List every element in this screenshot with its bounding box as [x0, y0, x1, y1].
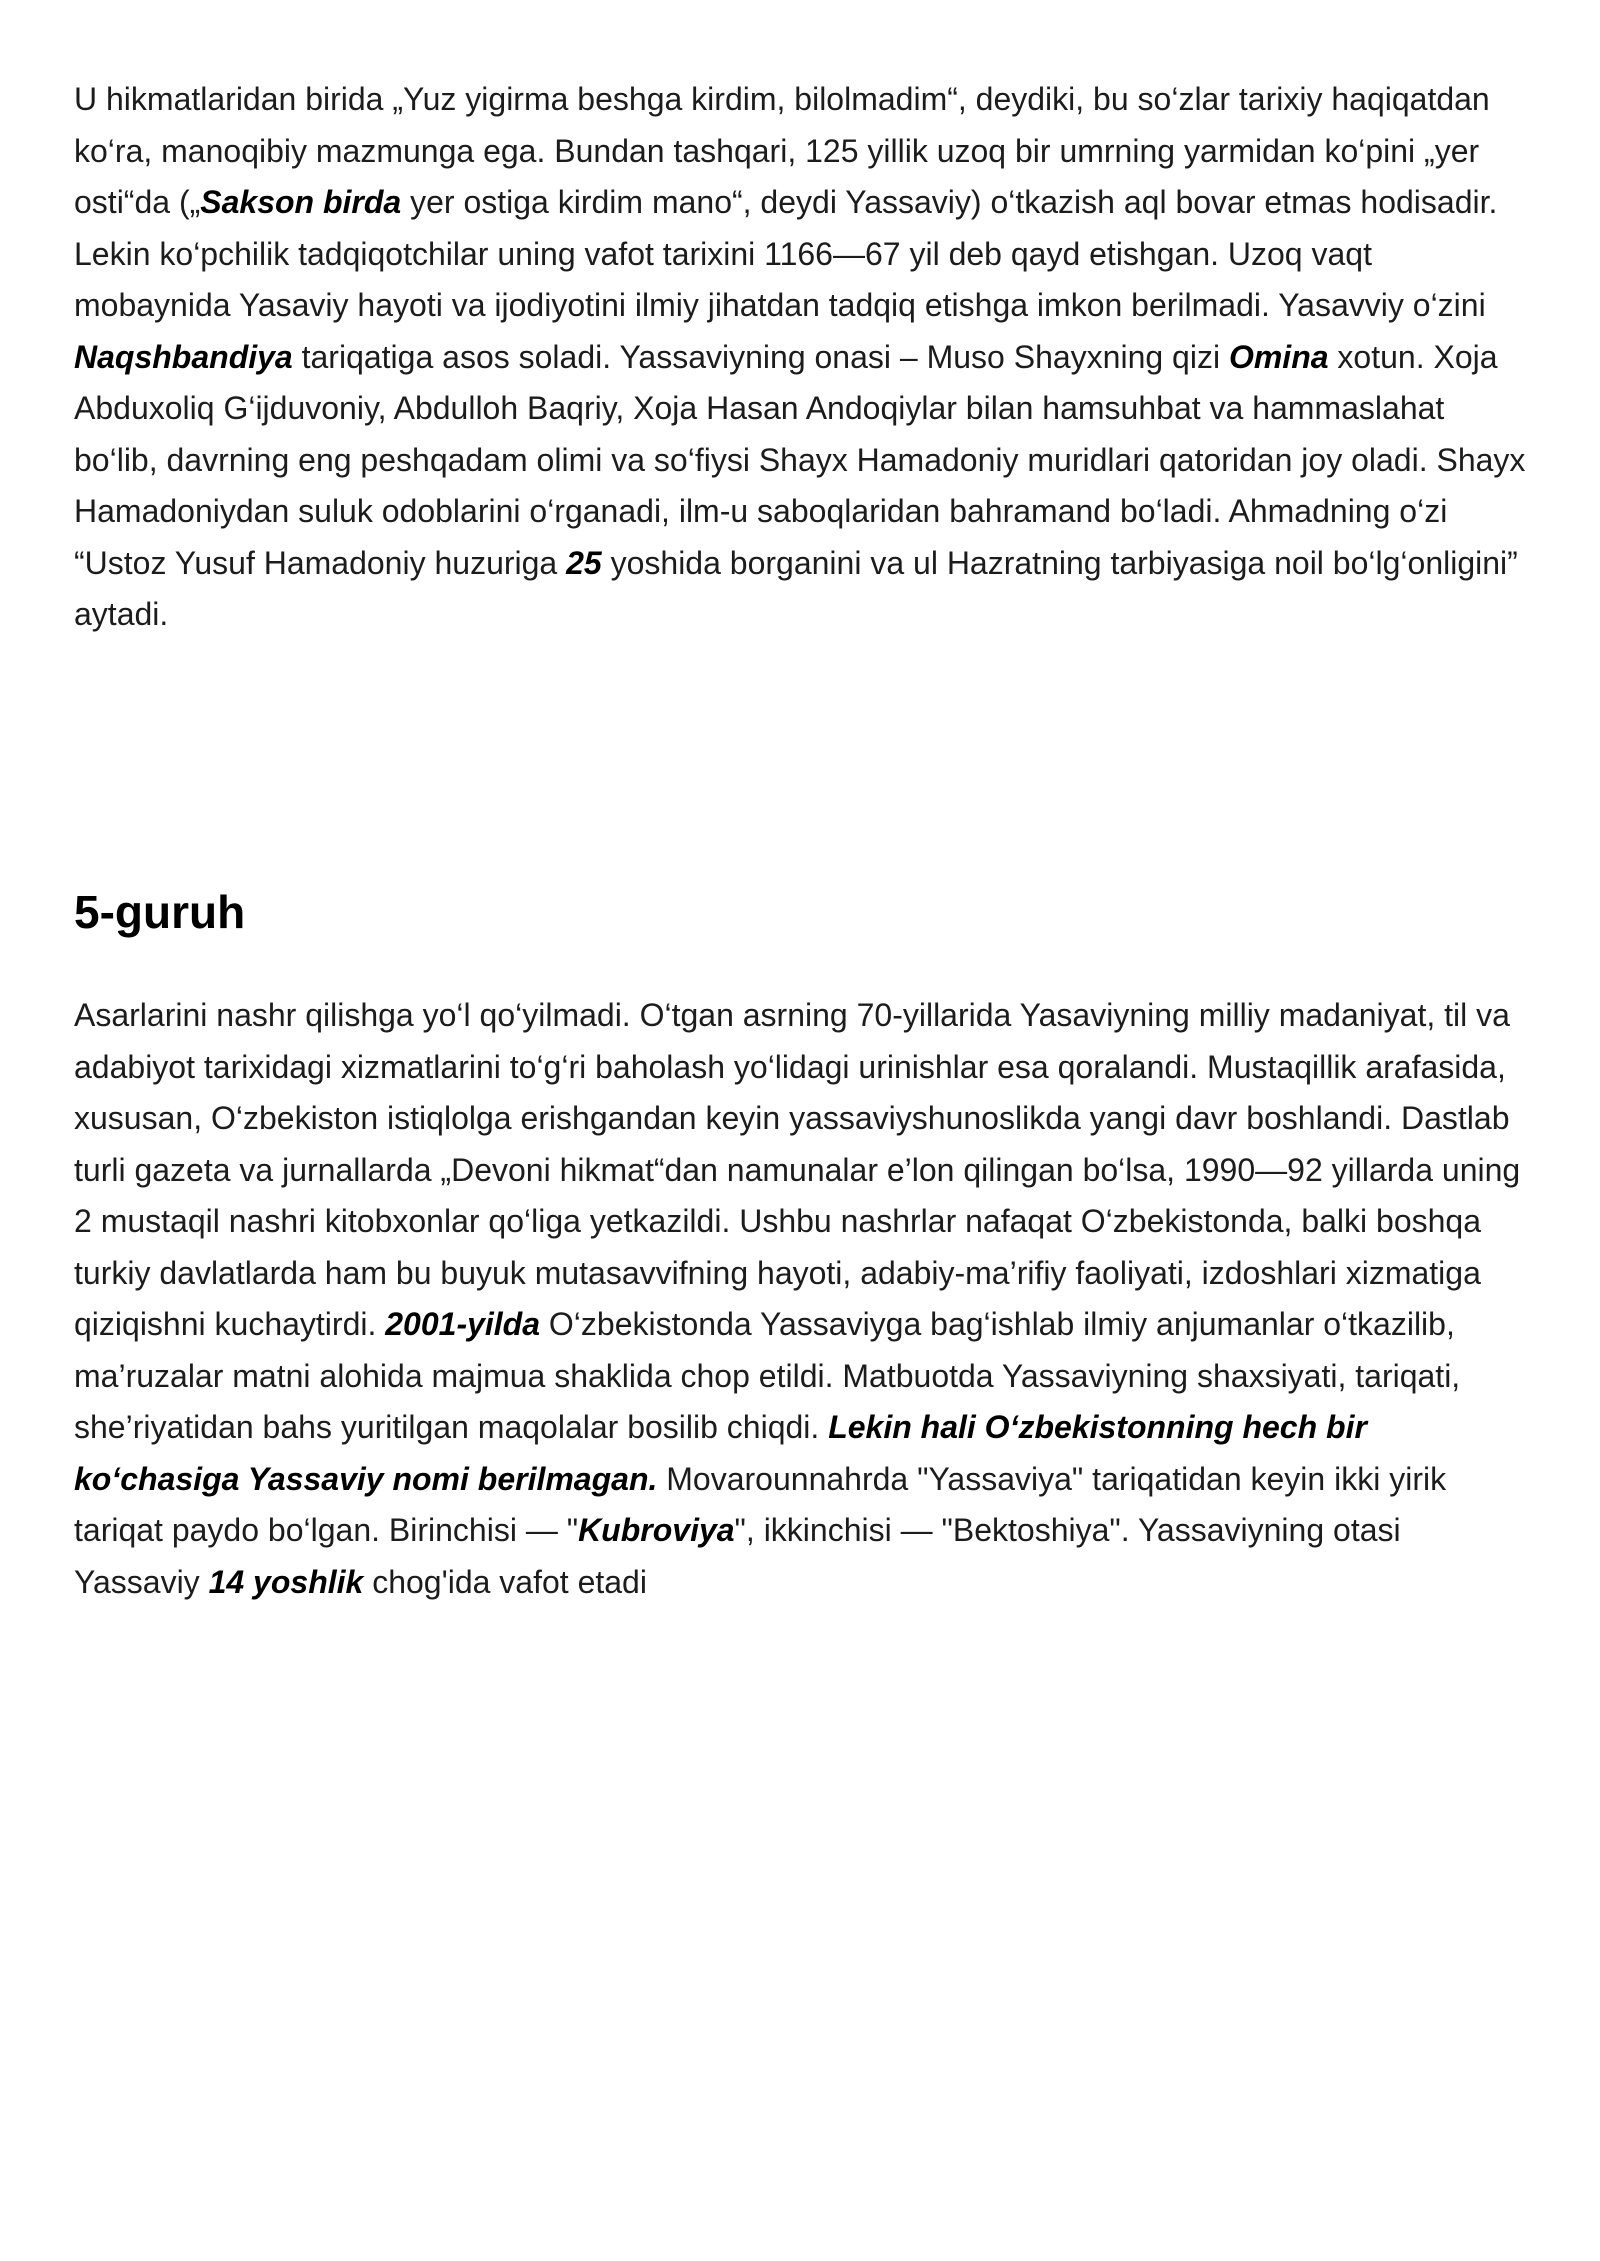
text-run: xotun. Xoja Abduxoliq G‘ijduvoniy, Abdulloh Baqriy, Xoja Hasan Andoqiylar bilan hamsuhbat va hammaslahat bo‘lib, davrning eng peshqadam olimi va so‘fiysi Shayx Hamadoniy muridlari qatoridan joy oladi. Shayx Hamadoniydan suluk odoblarini o‘rganadi, ilm-u saboqlaridan bahramand bo‘ladi. Ahmadning o‘zi “Ustoz Yusuf Hamadoniy huzuriga — [74, 338, 1526, 581]
paragraph-group-5 — [74, 990, 1534, 1608]
emphasis-text: Omina — [1228, 338, 1329, 375]
emphasis-text: 2001-yilda — [385, 1306, 541, 1342]
emphasis-text: 25 — [566, 544, 602, 581]
emphasis-text: 14 yoshlik — [208, 1563, 364, 1600]
paragraph-intro — [74, 74, 1534, 641]
text-run: O‘zbekistonda Yassaviyga bag‘ishlab ilmiy anjumanlar o‘tkazilib, ma’ruzalar matni alohida majmua shaklida chop etildi. Matbuotda Yassaviyning shaxsiyati, tariqati, she’riyatidan bahs yuritilgan maqolalar bosilib chiqdi. — [74, 1306, 1461, 1445]
emphasis-text: Lekin hali O‘zbekistonning hech bir ko‘chasiga Yassaviy nomi berilmagan. — [74, 1409, 1367, 1497]
section-heading: 5-guruh — [74, 886, 246, 938]
emphasis-text: Naqshbandiya — [74, 338, 293, 375]
text-run: Asarlarini nashr qilishga yo‘l qo‘yilmadi. O‘tgan asrning 70-yillarida Yasaviyning milliy madaniyat, til va adabiyot tarixidagi xizmatlarini to‘g‘ri baholash yo‘lidagi urinishlar esa qoralandi. Mustaqillik arafasida, xususan, O‘zbekiston istiqlolga erishgandan keyin yassaviyshunoslikda yangi davr boshlandi. Dastlab turli gazeta va jurnallarda „Devoni hikmat“dan namunalar e’lon qilingan bo‘lsa, 1990—92 yillarda uning 2 mustaqil nashri kitobxonlar qo‘liga yetkazildi. Ushbu nashrlar nafaqat O‘zbekistonda, balki boshqa turkiy davlatlarda ham bu buyuk mutasavvifning hayoti, adabiy-ma’rifiy faoliyati, izdoshlari xizmatiga qiziqishni kuchaytirdi. — [74, 997, 1521, 1342]
text-run: chog'ida vafot etadi — [363, 1563, 647, 1600]
text-run: ", ikkinchisi — "Bektoshiya". Yassaviyning otasi Yassaviy — [74, 1512, 1401, 1600]
emphasis-text: Kubroviya — [578, 1512, 735, 1548]
document-page — [74, 74, 1534, 1600]
text-run: yoshida borganini va ul Hazratning tarbiyasiga noil bo‘lg‘onligini” aytadi. — [74, 544, 1518, 632]
emphasis-text: Sakson birda — [200, 184, 402, 220]
text-run: tariqatiga asos soladi. Yassaviyning onasi – Muso Shayxning qizi — [292, 338, 1229, 375]
text-run: yer ostiga kirdim mano“, deydi Yassaviy) o‘tkazish aql bovar etmas hodisadir. Lekin ko‘pchilik tadqiqotchilar uning vafot tarixini 1166—67 yil deb qayd etishgan. Uzoq vaqt mobaynida Yasaviy hayoti va ijodiyotini ilmiy jihatdan tadqiq etishga imkon berilmadi. Yasavviy o‘zini — [74, 184, 1498, 323]
text-run: U hikmatlaridan birida „Yuz yigirma beshga kirdim, bilolmadim“, deydiki, bu so‘zlar tarixiy haqiqatdan ko‘ra, manoqibiy mazmunga ega. Bundan tashqari, 125 yillik uzoq bir umrning yarmidan ko‘pini „yer osti“da („ — [74, 81, 1490, 220]
text-run: Movarounnahrda "Yassaviya" tariqatidan keyin ikki yirik tariqat paydo bo‘lgan. Birinchisi — " — [74, 1460, 1447, 1548]
